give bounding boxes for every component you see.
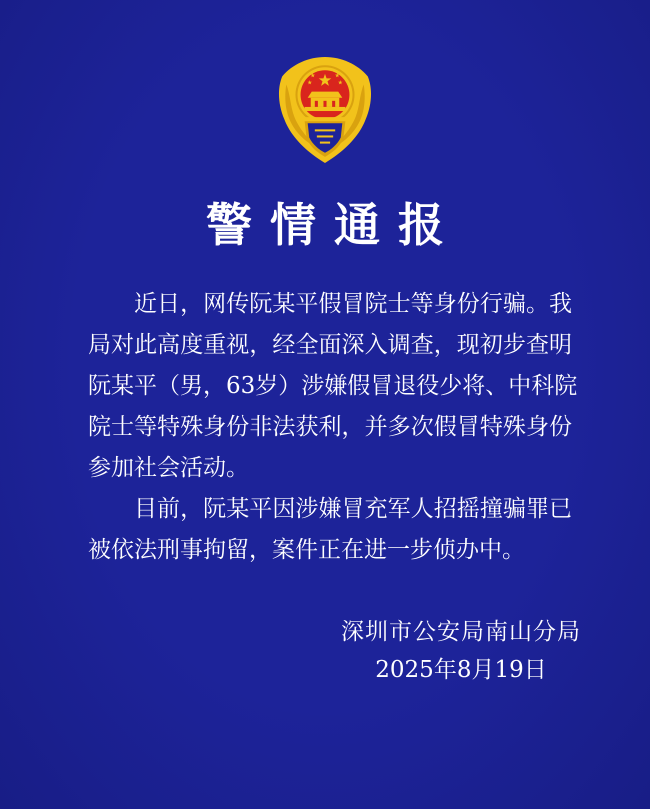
text-line: 院士等特殊身份非法获利，并多次假冒特殊身份 — [88, 414, 572, 440]
notice-body — [88, 284, 578, 571]
paragraph-1 — [88, 284, 578, 489]
text-line: 目前，阮某平因涉嫌冒充军人招摇撞骗罪已 — [134, 496, 572, 522]
text-line: 被依法刑事拘留，案件正在进一步侦办中。 — [88, 537, 525, 563]
issuer-name: 深圳市公安局南山分局 — [341, 619, 581, 645]
text-line: 阮某平（男，63岁）涉嫌假冒退役少将、中科院 — [88, 373, 578, 399]
issue-date: 2025年8月19日 — [375, 657, 547, 683]
text-line: 近日，网传阮某平假冒院士等身份行骗。我 — [134, 291, 572, 317]
paragraph-2 — [88, 489, 572, 571]
text-line: 参加社会活动。 — [88, 455, 249, 481]
police-emblem-icon — [274, 54, 376, 166]
notice-title: 警情通报 — [206, 198, 462, 252]
text-line: 局对此高度重视，经全面深入调查，现初步查明 — [88, 332, 572, 358]
